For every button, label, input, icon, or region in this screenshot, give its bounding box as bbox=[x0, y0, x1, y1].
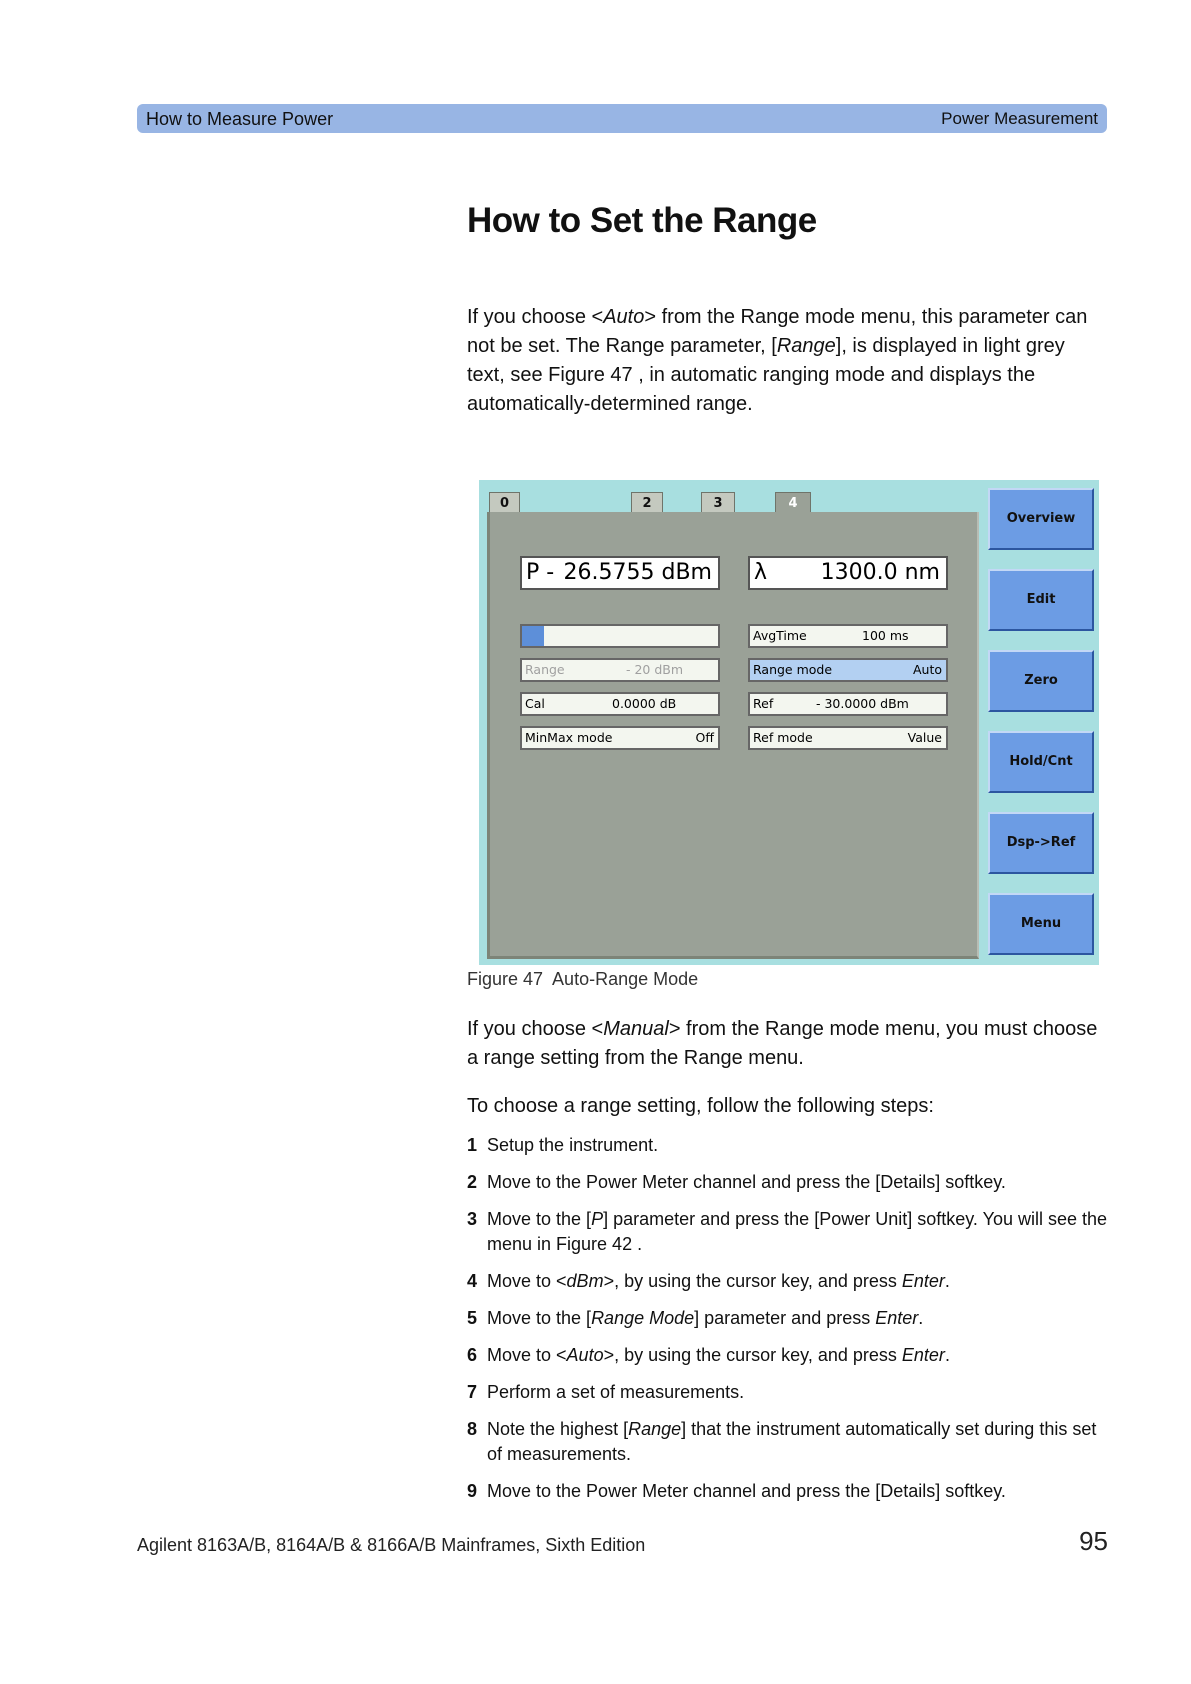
avgtime-value: 100 ms bbox=[862, 628, 909, 643]
zero-softkey[interactable]: Zero bbox=[988, 650, 1094, 712]
channel-details-panel bbox=[487, 512, 979, 959]
power-label: P - bbox=[526, 560, 555, 585]
footer-manual-title: Agilent 8163A/B, 8164A/B & 8166A/B Mainframes, Sixth Edition bbox=[137, 1535, 646, 1555]
avgtime-field[interactable] bbox=[748, 624, 948, 648]
list-item: 3 Move to the [P] parameter and press the [Power Unit] softkey. You will see the menu in Figure 42 . bbox=[467, 1209, 1108, 1254]
figure-caption-text: Auto-Range Mode bbox=[552, 969, 699, 989]
list-item: 4 Move to <dBm>, by using the cursor key, and press Enter. bbox=[467, 1271, 950, 1291]
steps-intro: To choose a range setting, follow the following steps: bbox=[467, 1095, 934, 1117]
instrument-screenshot bbox=[479, 480, 1099, 965]
minmax-mode-field[interactable] bbox=[520, 726, 720, 750]
range-mode-value: Auto bbox=[912, 662, 942, 677]
power-display bbox=[520, 556, 720, 590]
cal-label: Cal bbox=[525, 696, 545, 711]
cal-value: 0.0000 dB bbox=[612, 696, 677, 711]
cal-field[interactable] bbox=[520, 692, 720, 716]
hold-cnt-softkey[interactable]: Hold/Cnt bbox=[988, 731, 1094, 793]
dsp-ref-softkey[interactable]: Dsp->Ref bbox=[988, 812, 1094, 874]
avgtime-label: AvgTime bbox=[753, 628, 807, 643]
list-item: 7 Perform a set of measurements. bbox=[467, 1382, 745, 1402]
tab-slot-2: 2 bbox=[631, 492, 663, 514]
header-chapter-title: Power Measurement bbox=[941, 109, 1098, 128]
list-item: 1 Setup the instrument. bbox=[467, 1135, 659, 1155]
tab-slot-0: 0 bbox=[489, 492, 520, 514]
minmax-mode-label: MinMax mode bbox=[525, 730, 613, 745]
power-value: 26.5755 dBm bbox=[563, 560, 712, 585]
range-mode-label: Range mode bbox=[753, 662, 833, 677]
header-section-title: How to Measure Power bbox=[146, 109, 334, 129]
list-item: 9 Move to the Power Meter channel and press the [Details] softkey. bbox=[467, 1481, 1006, 1501]
list-item: 6 Move to <Auto>, by using the cursor key, and press Enter. bbox=[467, 1345, 950, 1365]
minmax-mode-value: Off bbox=[695, 730, 714, 745]
ref-label: Ref bbox=[753, 696, 774, 711]
power-level-bar bbox=[520, 624, 720, 648]
ref-mode-field[interactable] bbox=[748, 726, 948, 750]
page-title: How to Set the Range bbox=[467, 201, 817, 240]
menu-softkey[interactable]: Menu bbox=[988, 893, 1094, 955]
list-item: 5 Move to the [Range Mode] parameter and press Enter. bbox=[467, 1308, 924, 1328]
figure-caption bbox=[467, 969, 707, 990]
tab-slot-4: 4 bbox=[775, 492, 811, 514]
ref-value: - 30.0000 dBm bbox=[816, 696, 909, 711]
ref-mode-label: Ref mode bbox=[753, 730, 813, 745]
ref-mode-value: Value bbox=[907, 730, 942, 745]
tab-slot-3: 3 bbox=[701, 492, 735, 514]
range-label: Range bbox=[525, 662, 565, 677]
wavelength-value: 1300.0 nm bbox=[820, 560, 940, 585]
power-level-bar-fill bbox=[522, 626, 544, 646]
wavelength-label: λ bbox=[754, 560, 768, 585]
running-header bbox=[137, 104, 1107, 133]
figure-number: Figure 47 bbox=[467, 969, 544, 989]
ref-field[interactable] bbox=[748, 692, 948, 716]
page-number: 95 bbox=[1079, 1526, 1108, 1556]
manual-range-paragraph: If you choose <Manual> from the Range mode menu, you must choose a range setting from the Range menu. bbox=[467, 1018, 1098, 1069]
range-field[interactable] bbox=[520, 658, 720, 682]
wavelength-display bbox=[748, 556, 948, 590]
list-item: 8 Note the highest [Range] that the instrument automatically set during this set of measurements. bbox=[467, 1419, 1097, 1464]
edit-softkey[interactable]: Edit bbox=[988, 569, 1094, 631]
list-item: 2 Move to the Power Meter channel and press the [Details] softkey. bbox=[467, 1172, 1006, 1192]
intro-paragraph: If you choose <Auto> from the Range mode menu, this parameter can not be set. The Range parameter, [Range], is displayed in light grey text, see Figure 47 , in automatic ranging mode and displays the automatically-determined range. bbox=[467, 306, 1088, 415]
procedure-steps bbox=[467, 1133, 1107, 1516]
range-value: - 20 dBm bbox=[626, 662, 684, 677]
range-mode-field[interactable] bbox=[748, 658, 948, 682]
overview-softkey[interactable]: Overview bbox=[988, 488, 1094, 550]
